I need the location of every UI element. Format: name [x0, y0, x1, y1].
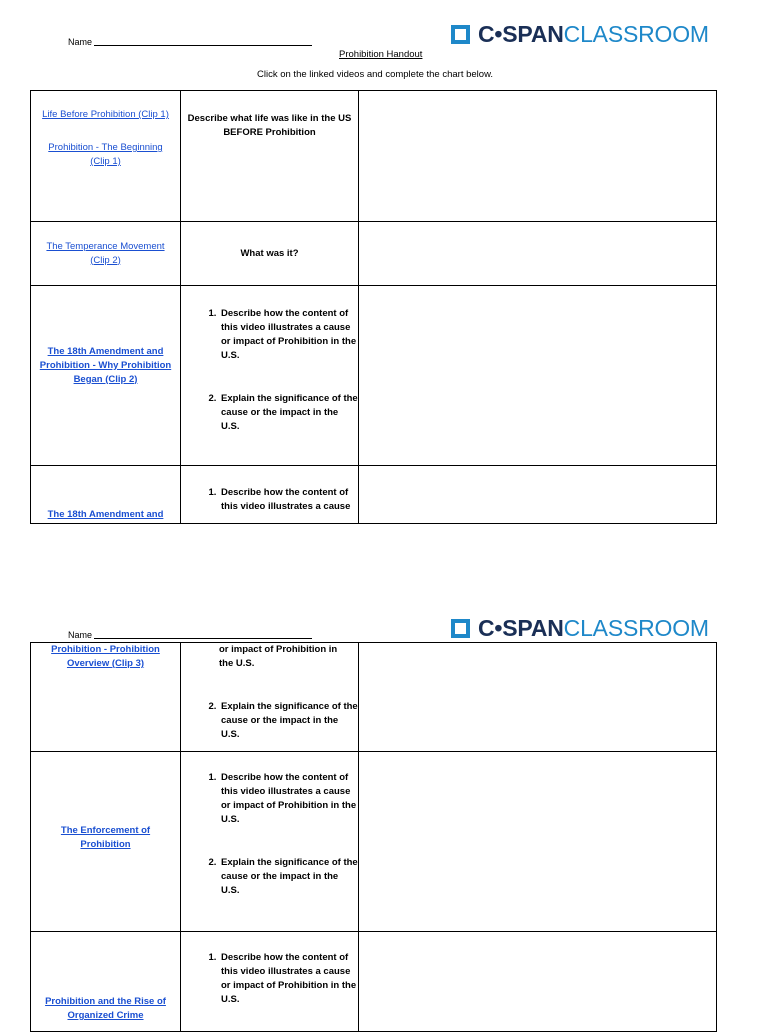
table-row: [31, 643, 717, 752]
table-row: [31, 932, 717, 1032]
answer-cell[interactable]: [359, 643, 717, 752]
instructions: Click on the linked videos and complete the chart below.: [257, 69, 494, 80]
logo-classroom-text: CLASSROOM: [563, 615, 709, 641]
table-row: [31, 222, 717, 286]
question-1: 1. Describe how the content of this video illustrates a cause or impact of Prohibition in the U.S.: [219, 307, 358, 363]
question-list: [181, 486, 358, 514]
table-row: [31, 752, 717, 932]
video-link-rise-of-organized-crime[interactable]: Prohibition and the Rise of Organized Crime: [45, 996, 166, 1021]
logo-classroom-text: CLASSROOM: [563, 21, 709, 47]
question-list: [181, 307, 358, 434]
prompt-life-before: Describe what life was like in the US BEFORE Prohibition: [187, 113, 352, 138]
cspan-classroom-logo: [451, 22, 709, 46]
logo-cspan-text: C•SPAN: [478, 21, 564, 47]
question-2: 2. Explain the significance of the cause or the impact in the U.S.: [219, 392, 358, 434]
cspan-classroom-logo: [451, 616, 709, 640]
question-1: 1. Describe how the content of this video illustrates a cause or impact of Prohibition in the U.S.: [219, 771, 358, 827]
question-2: 2. Explain the significance of the cause or the impact in the U.S.: [219, 700, 358, 742]
name-field[interactable]: [68, 37, 312, 47]
prohibition-chart-part-2: [30, 642, 717, 1032]
answer-cell[interactable]: [359, 932, 717, 1032]
video-link-prohibition-overview-part-a[interactable]: The 18th Amendment and: [47, 509, 164, 520]
video-link-prohibition-the-beginning[interactable]: Prohibition - The Beginning (Clip 1): [48, 142, 163, 167]
logo-square-icon: [451, 25, 470, 44]
video-link-prohibition-overview-part-b[interactable]: Prohibition - Prohibition Overview (Clip 3): [51, 644, 160, 669]
question-1: 1. Describe how the content of this video illustrates a cause or impact of Prohibition in the U.S.: [219, 951, 358, 1007]
answer-cell[interactable]: [359, 91, 717, 222]
handout-title: Prohibition Handout: [339, 49, 423, 60]
answer-cell[interactable]: [359, 286, 717, 466]
logo-cspan-text: C•SPAN: [478, 615, 564, 641]
question-1-tail: or impact of Prohibition in the U.S.: [219, 644, 338, 669]
prompt-what-was-it: What was it?: [240, 247, 299, 259]
answer-cell[interactable]: [359, 466, 717, 524]
name-field[interactable]: [68, 630, 312, 640]
name-label: Name: [68, 630, 93, 640]
question-1-partial: 1. Describe how the content of this video illustrates a cause: [219, 486, 358, 514]
logo-square-icon: [451, 619, 470, 638]
question-list: [181, 771, 358, 898]
question-list: [181, 951, 358, 1007]
video-link-why-prohibition-began[interactable]: The 18th Amendment and Prohibition - Why Prohibition Began (Clip 2): [39, 345, 172, 385]
answer-cell[interactable]: [359, 752, 717, 932]
name-underline: [94, 45, 312, 46]
name-underline: [94, 638, 312, 639]
table-row: [31, 91, 717, 222]
question-list: [181, 700, 358, 742]
table-row: [31, 286, 717, 466]
video-link-life-before-prohibition[interactable]: Life Before Prohibition (Clip 1): [42, 109, 169, 120]
video-link-enforcement-of-prohibition[interactable]: The Enforcement of Prohibition: [60, 824, 151, 850]
question-2: 2. Explain the significance of the cause or the impact in the U.S.: [219, 856, 358, 898]
page-2: [0, 600, 768, 1024]
prohibition-chart-part-1: [30, 90, 717, 524]
video-link-temperance-movement[interactable]: The Temperance Movement (Clip 2): [46, 240, 165, 266]
answer-cell[interactable]: [359, 222, 717, 286]
table-row: [31, 466, 717, 524]
name-label: Name: [68, 37, 93, 47]
